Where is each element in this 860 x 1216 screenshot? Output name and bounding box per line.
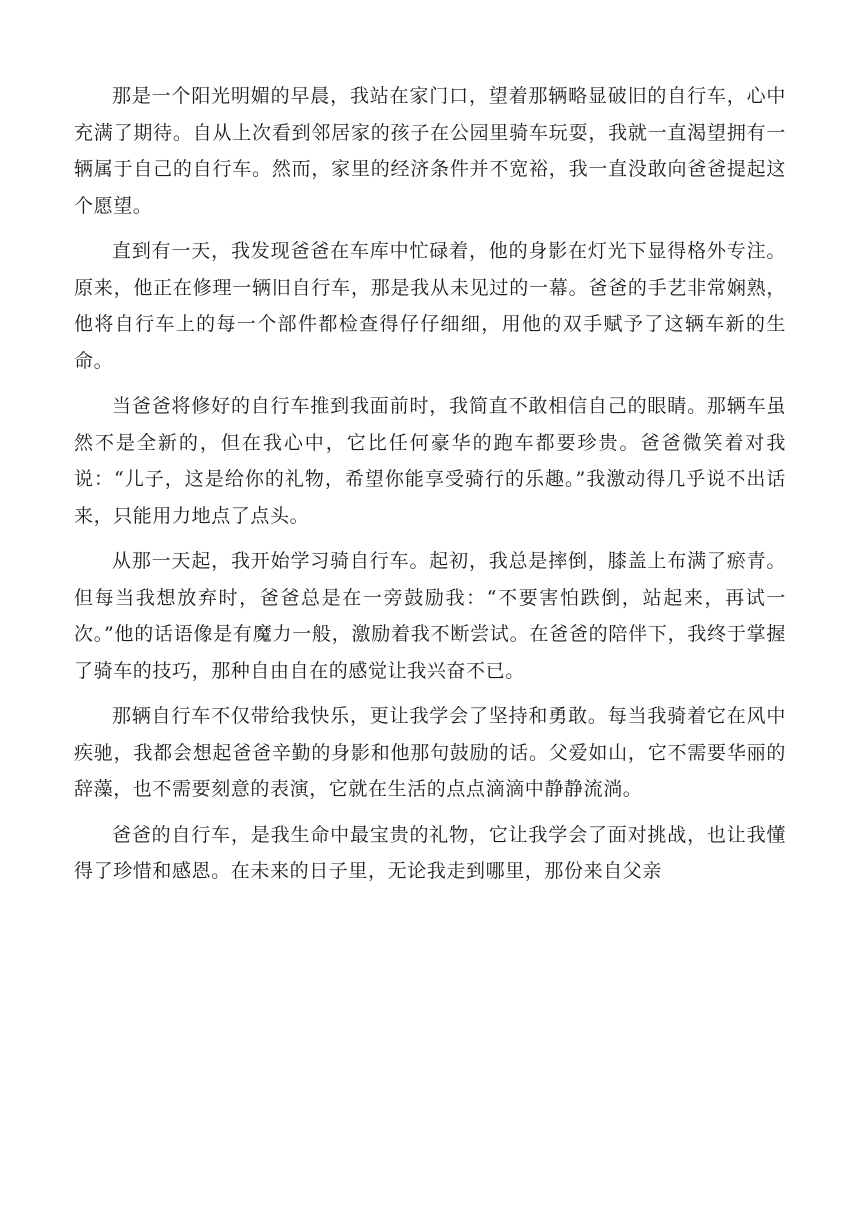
paragraph-6: 爸爸的自行车，是我生命中最宝贵的礼物，它让我学会了面对挑战，也让我懂得了珍惜和感恩。在未来的日子里，无论我走到哪里，那份来自父亲: [74, 823, 786, 882]
paragraph-2: 直到有一天，我发现爸爸在车库中忙碌着，他的身影在灯光下显得格外专注。原来，他正在修理一辆旧自行车，那是我从未见过的一幕。爸爸的手艺非常娴熟，他将自行车上的每一个部件都检查得仔仔细细，用他的双手赋予了这辆车新的生命。: [74, 240, 786, 372]
paragraph-3: 当爸爸将修好的自行车推到我面前时，我简直不敢相信自己的眼睛。那辆车虽然不是全新的，但在我心中，它比任何豪华的跑车都要珍贵。爸爸微笑着对我说：“儿子，这是给你的礼物，希望你能享受骑行的乐趣。”我激动得几乎说不出话来，只能用力地点了点头。: [74, 395, 786, 527]
document-body: [74, 78, 786, 899]
paragraph-4: 从那一天起，我开始学习骑自行车。起初，我总是摔倒，膝盖上布满了瘀青。但每当我想放弃时，爸爸总是在一旁鼓励我：“不要害怕跌倒，站起来，再试一次。”他的话语像是有魔力一般，激励着我不断尝试。在爸爸的陪伴下，我终于掌握了骑车的技巧，那种自由自在的感觉让我兴奋不已。: [74, 550, 786, 682]
paragraph-1: 那是一个阳光明媚的早晨，我站在家门口，望着那辆略显破旧的自行车，心中充满了期待。自从上次看到邻居家的孩子在公园里骑车玩耍，我就一直渴望拥有一辆属于自己的自行车。然而，家里的经济条件并不宽裕，我一直没敢向爸爸提起这个愿望。: [74, 85, 786, 217]
paragraph-5: 那辆自行车不仅带给我快乐，更让我学会了坚持和勇敢。每当我骑着它在风中疾驰，我都会想起爸爸辛勤的身影和他那句鼓励的话。父爱如山，它不需要华丽的辞藻，也不需要刻意的表演，它就在生活的点点滴滴中静静流淌。: [74, 705, 786, 800]
